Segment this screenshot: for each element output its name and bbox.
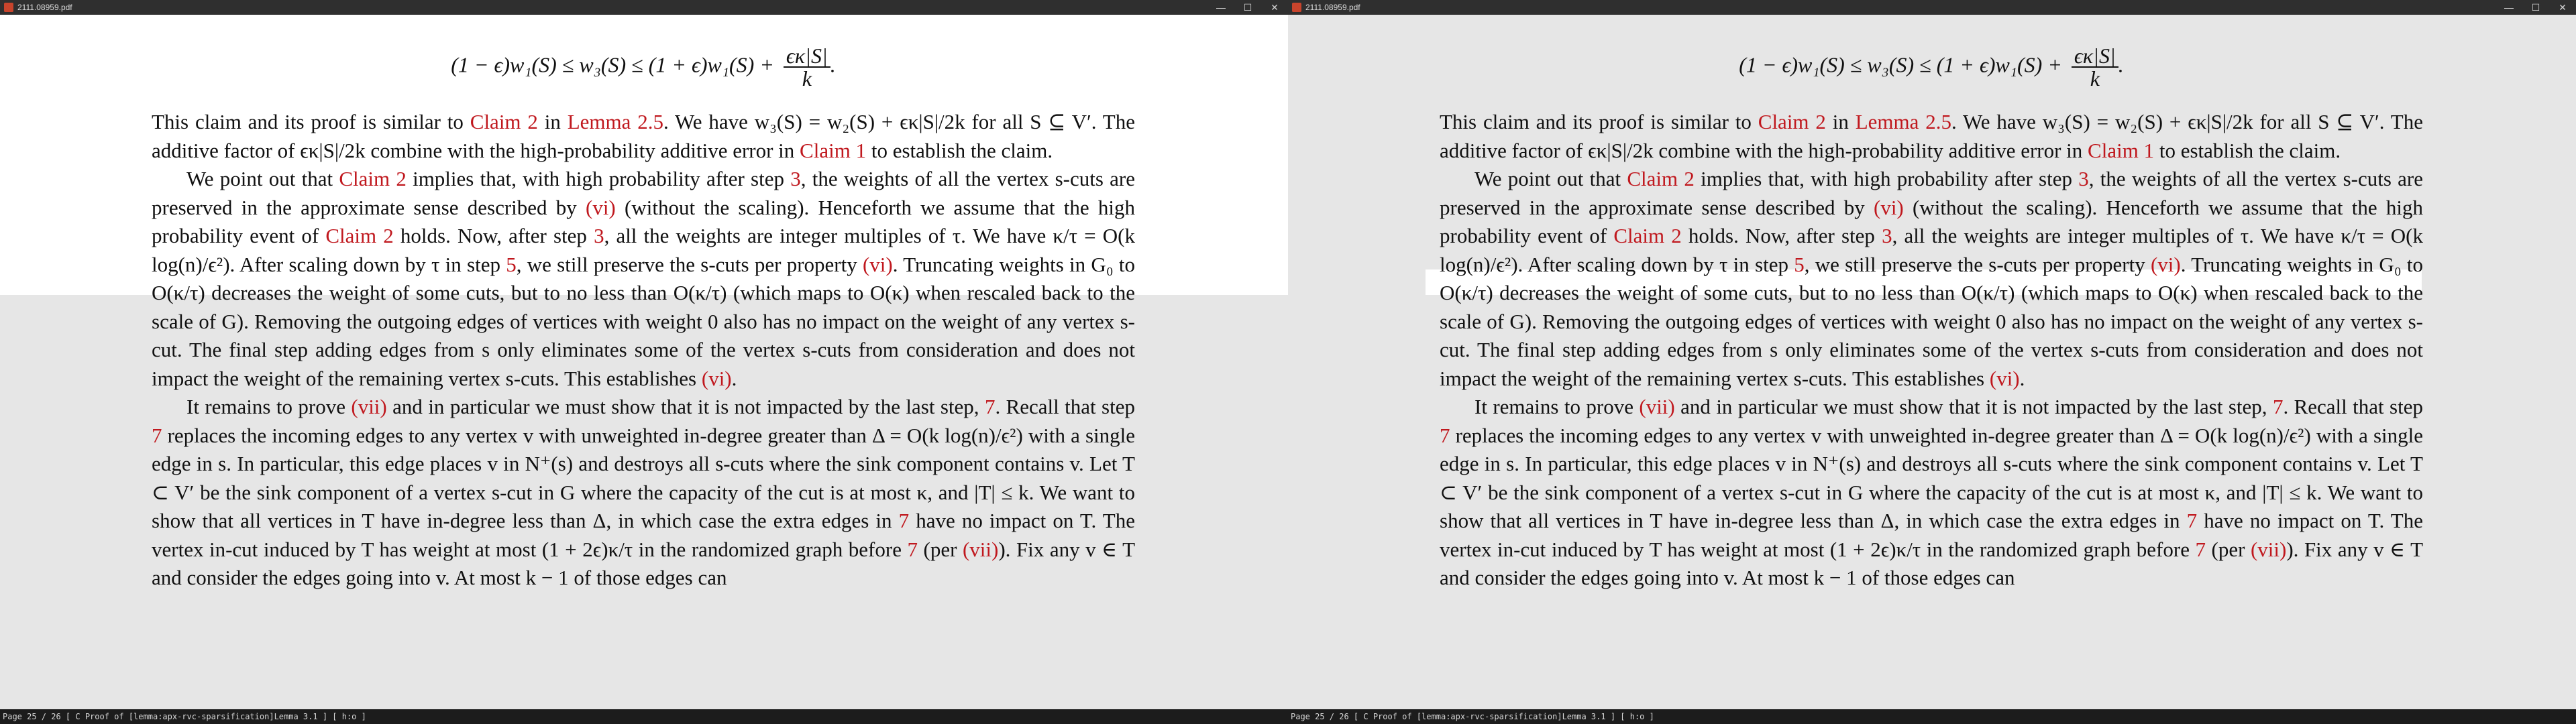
equation-lhs: (1 − ϵ)w₁(S) ≤ w₃(S) ≤ (1 + ϵ)w₁(S) + xyxy=(451,52,780,77)
equation xyxy=(1440,45,2423,89)
paragraph-2 xyxy=(152,165,1135,393)
text: and in particular we must show that it is not impacted by the last step, xyxy=(386,395,985,418)
text: This claim and its proof is similar to xyxy=(1440,110,1758,133)
link-step-3[interactable]: 3 xyxy=(790,167,801,190)
link-step-3[interactable]: 3 xyxy=(2078,167,2089,190)
text: and in particular we must show that it is not impacted by the last step, xyxy=(1674,395,2273,418)
link-step-7[interactable]: 7 xyxy=(1440,423,1450,447)
pdf-page xyxy=(152,45,1135,593)
text: in xyxy=(537,110,568,133)
link-claim-2[interactable]: Claim 2 xyxy=(339,167,407,190)
right-pdf-window xyxy=(1288,0,2576,724)
paragraph-3 xyxy=(1440,393,2423,593)
link-lemma-2-5[interactable]: Lemma 2.5 xyxy=(567,110,663,133)
text: , the weights of all the vertex s-cuts are preserved in the approximate sense described by xyxy=(152,167,1136,219)
link-step-5[interactable]: 5 xyxy=(506,252,517,276)
link-claim-2[interactable]: Claim 2 xyxy=(325,224,394,247)
maximize-icon[interactable]: ☐ xyxy=(1243,1,1252,13)
link-step-7[interactable]: 7 xyxy=(152,423,162,447)
text: , all the weights are integer multiples of τ. We have κ/τ = O(k log(n)/ϵ²). After scaling down by τ in step xyxy=(152,224,1135,276)
fraction xyxy=(2072,45,2118,89)
document-view[interactable] xyxy=(1288,15,2576,709)
text: It remains to prove xyxy=(1474,395,1640,418)
text: . Recall that step xyxy=(2283,395,2423,418)
title-bar xyxy=(0,0,1288,15)
text: replaces the incoming edges to any vertex v with unweighted in-degree greater than Δ = O(k log(n)/ϵ²) with a single edge in s. In particular, this edge places v in N⁺(s) and destroys all s-cuts where the sink component contains v. Let T ⊂ V′ be the sink component of a vertex s-cut in G where the capacity of the cut is at most κ, and |T| ≤ k. We want to show that all vertices in T have in-degree less than Δ, in which case the extra edges in xyxy=(152,423,1135,532)
link-property-vii[interactable]: (vii) xyxy=(351,395,387,418)
text: We point out that xyxy=(186,167,339,190)
text: holds. Now, after step xyxy=(1681,224,1882,247)
link-lemma-2-5[interactable]: Lemma 2.5 xyxy=(1855,110,1951,133)
text: replaces the incoming edges to any vertex v with unweighted in-degree greater than Δ = O(k log(n)/ϵ²) with a single edge in s. In particular, this edge places v in N⁺(s) and destroys all s-cuts where the sink component contains v. Let T ⊂ V′ be the sink component of a vertex s-cut in G where the capacity of the cut is at most κ, and |T| ≤ k. We want to show that all vertices in T have in-degree less than Δ, in which case the extra edges in xyxy=(1440,423,2423,532)
text: implies that, with high probability after step xyxy=(1694,167,2079,190)
text: ). Fix any v ∈ T and consider the edges going into v. At most k − 1 of those edges can xyxy=(152,537,1135,589)
link-step-7[interactable]: 7 xyxy=(2272,395,2284,418)
text: . xyxy=(731,366,737,390)
window-title: 2111.08959.pdf xyxy=(17,3,72,12)
fraction-numerator: ϵκ|S| xyxy=(784,45,830,68)
close-icon[interactable]: ✕ xyxy=(2559,1,2567,13)
text: . Truncating weights in G₀ to O(κ/τ) decreases the weight of some cuts, but to no less than O(κ/τ) (which maps to O(κ) when rescaled back to the scale of G). Removing the outgoing edges of vertices with weight 0 also has no impact on the weight of any vertex s-cut. The final step adding edges from s only eliminates some of the vertex s-cuts from consideration and does not impact the weight of the remaining vertex s-cuts. This establishes xyxy=(152,252,1135,390)
link-step-7[interactable]: 7 xyxy=(898,509,910,532)
document-view[interactable] xyxy=(0,15,1288,709)
paragraph-3 xyxy=(152,393,1135,593)
link-step-5[interactable]: 5 xyxy=(1794,252,1805,276)
link-property-vi[interactable]: (vi) xyxy=(701,366,732,390)
text: in xyxy=(1825,110,1856,133)
maximize-icon[interactable]: ☐ xyxy=(2531,1,2540,13)
pdf-app-icon xyxy=(1292,3,1301,12)
minimize-icon[interactable]: — xyxy=(1216,2,1226,13)
link-property-vii[interactable]: (vii) xyxy=(1639,395,1675,418)
text: to establish the claim. xyxy=(866,138,1053,162)
text: ). Fix any v ∈ T and consider the edges going into v. At most k − 1 of those edges can xyxy=(1440,537,2423,589)
link-step-3[interactable]: 3 xyxy=(594,224,604,247)
status-bar: Page 25 / 26 [ C Proof of [lemma:apx-rvc-sparsification]Lemma 3.1 ] [ h:o ] xyxy=(1288,709,2576,724)
text: have no impact on T. The vertex in-cut induced by T has weight at most (1 + 2ϵ)κ/τ in the randomized graph before xyxy=(152,509,1135,561)
fraction-denominator: k xyxy=(802,66,812,90)
text: implies that, with high probability after step xyxy=(406,167,791,190)
equation-end: . xyxy=(2118,52,2124,77)
link-claim-2[interactable]: Claim 2 xyxy=(470,110,538,133)
paragraph-1 xyxy=(1440,108,2423,165)
text: . We have w₃(S) = w₂(S) + ϵκ|S|/2k for all S ⊆ V′. The additive factor of ϵκ|S|/2k combine with the high-probability additive error in xyxy=(1440,110,2424,162)
text: This claim and its proof is similar to xyxy=(152,110,470,133)
text: , we still preserve the s-cuts per property xyxy=(516,252,863,276)
pdf-app-icon xyxy=(4,3,13,12)
equation-end: . xyxy=(830,52,836,77)
text: , we still preserve the s-cuts per property xyxy=(1804,252,2151,276)
link-property-vii[interactable]: (vii) xyxy=(962,537,999,561)
text: (without the scaling). Henceforth we assume that the high probability event of xyxy=(1440,195,2423,247)
link-step-7[interactable]: 7 xyxy=(2195,537,2206,561)
link-step-3[interactable]: 3 xyxy=(1882,224,1892,247)
link-claim-2[interactable]: Claim 2 xyxy=(1627,167,1695,190)
status-bar: Page 25 / 26 [ C Proof of [lemma:apx-rvc-sparsification]Lemma 3.1 ] [ h:o ] xyxy=(0,709,1288,724)
minimize-icon[interactable]: — xyxy=(2504,2,2514,13)
equation xyxy=(152,45,1135,89)
link-property-vi[interactable]: (vi) xyxy=(2150,252,2181,276)
text: , all the weights are integer multiples of τ. We have κ/τ = O(k log(n)/ϵ²). After scaling down by τ in step xyxy=(1440,224,2423,276)
pdf-page xyxy=(1440,45,2423,593)
fraction-denominator: k xyxy=(2090,66,2100,90)
link-property-vii[interactable]: (vii) xyxy=(2250,537,2287,561)
link-property-vi[interactable]: (vi) xyxy=(1989,366,2020,390)
paragraph-1 xyxy=(152,108,1135,165)
link-claim-2[interactable]: Claim 2 xyxy=(1758,110,1826,133)
window-title: 2111.08959.pdf xyxy=(1305,3,1360,12)
title-bar xyxy=(1288,0,2576,15)
text: to establish the claim. xyxy=(2154,138,2341,162)
text: . xyxy=(2019,366,2025,390)
text: It remains to prove xyxy=(186,395,352,418)
equation-lhs: (1 − ϵ)w₁(S) ≤ w₃(S) ≤ (1 + ϵ)w₁(S) + xyxy=(1739,52,2068,77)
fraction xyxy=(784,45,830,89)
link-property-vi[interactable]: (vi) xyxy=(586,195,616,219)
fraction-numerator: ϵκ|S| xyxy=(2072,45,2118,68)
link-claim-2[interactable]: Claim 2 xyxy=(1613,224,1682,247)
text: We point out that xyxy=(1474,167,1627,190)
close-icon[interactable]: ✕ xyxy=(1271,1,1279,13)
text: (per xyxy=(2206,537,2251,561)
text: (without the scaling). Henceforth we assume that the high probability event of xyxy=(152,195,1135,247)
text: (per xyxy=(918,537,963,561)
link-step-7[interactable]: 7 xyxy=(2186,509,2198,532)
text: holds. Now, after step xyxy=(393,224,594,247)
link-property-vi[interactable]: (vi) xyxy=(862,252,893,276)
text: . Truncating weights in G₀ to O(κ/τ) decreases the weight of some cuts, but to no less than O(κ/τ) (which maps to O(κ) when rescaled back to the scale of G). Removing the outgoing edges of vertices with weight 0 also has no impact on the weight of any vertex s-cut. The final step adding edges from s only eliminates some of the vertex s-cuts from consideration and does not impact the weight of the remaining vertex s-cuts. This establishes xyxy=(1440,252,2423,390)
text: . We have w₃(S) = w₂(S) + ϵκ|S|/2k for all S ⊆ V′. The additive factor of ϵκ|S|/2k combine with the high-probability additive error in xyxy=(152,110,1136,162)
link-property-vi[interactable]: (vi) xyxy=(1874,195,1904,219)
text: have no impact on T. The vertex in-cut induced by T has weight at most (1 + 2ϵ)κ/τ in the randomized graph before xyxy=(1440,509,2423,561)
paragraph-2 xyxy=(1440,165,2423,393)
link-claim-1[interactable]: Claim 1 xyxy=(2088,138,2155,162)
link-claim-1[interactable]: Claim 1 xyxy=(800,138,867,162)
link-step-7[interactable]: 7 xyxy=(907,537,918,561)
text: , the weights of all the vertex s-cuts are preserved in the approximate sense described by xyxy=(1440,167,2424,219)
text: . Recall that step xyxy=(995,395,1135,418)
link-step-7[interactable]: 7 xyxy=(984,395,996,418)
